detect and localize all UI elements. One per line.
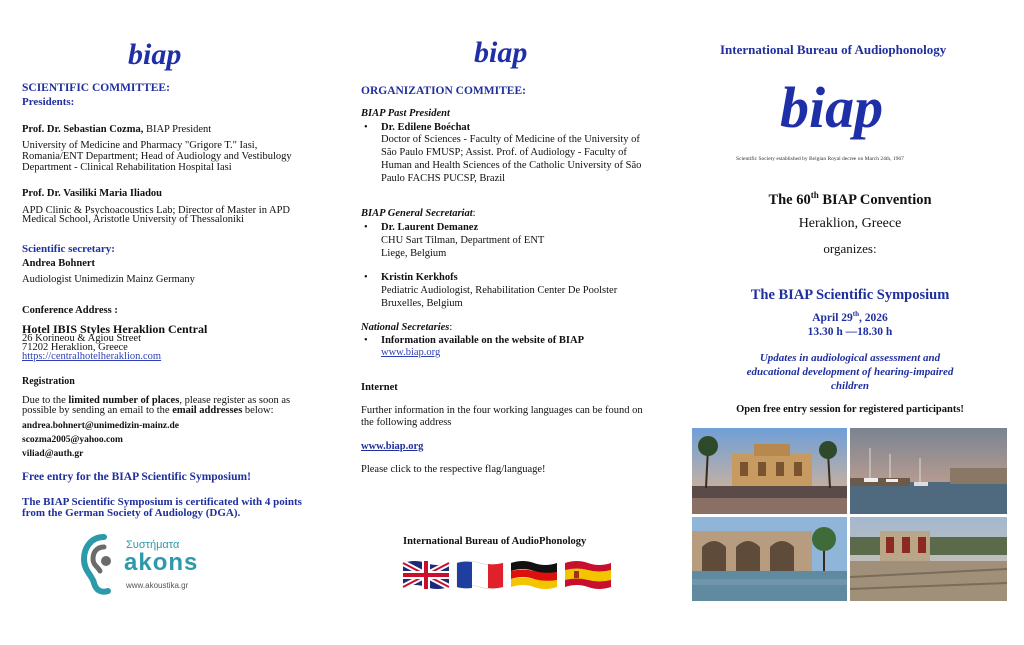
secretary2-affil-1: Pediatric Audiologist, Rehabilitation Center De Poolster xyxy=(381,285,618,296)
certification-line-1: The BIAP Scientific Symposium is certificated with 4 points xyxy=(22,496,302,508)
organization-committee-panel xyxy=(361,0,661,645)
internet-text-2: the following address xyxy=(361,417,452,428)
organization-committee-title: ORGANIZATION COMMITEE: xyxy=(361,85,526,97)
photo-heraklion-square xyxy=(692,428,847,514)
sponsor-top-text: Συστήματα xyxy=(126,539,180,551)
scientific-committee-panel xyxy=(22,0,312,645)
society-note: Scientific Society established by Belgian Royal decree on March 24th, 1967 xyxy=(736,156,904,162)
president1-line: Prof. Dr. Sebastian Cozma, BIAP President xyxy=(22,124,212,135)
photo-venetian-harbour xyxy=(850,428,1007,514)
theme-line-3: children xyxy=(831,380,869,392)
past-president-affil-2: São Paulo FMUSP; Assist. Prof. of Audiology - Faculty of xyxy=(381,147,627,158)
germany-flag-icon[interactable] xyxy=(509,559,559,591)
president1-affiliation-3: Department - Clinical Rehabilitation Hospital Iasi xyxy=(22,162,232,173)
scientific-committee-title: SCIENTIFIC COMMITTEE: xyxy=(22,82,170,94)
secretary1-name: Dr. Laurent Demanez xyxy=(381,222,479,233)
general-secretariat-label: BIAP General Secretariat: xyxy=(361,208,476,219)
convention-title: The 60th BIAP Convention xyxy=(768,190,932,208)
email-link-1[interactable]: andrea.bohnert@unimedizin-mainz.de xyxy=(22,421,179,431)
conference-address-label: Conference Address : xyxy=(22,305,118,316)
past-president-affil-1: Doctor of Sciences - Faculty of Medicine of the University of xyxy=(381,134,640,145)
theme-line-2: educational development of hearing-impaired xyxy=(746,366,954,378)
photo-arsenal-waterfront xyxy=(692,517,847,601)
bullet: • xyxy=(364,222,368,233)
president1-affiliation-1: University of Medicine and Pharmacy "Grigore T." Iasi, xyxy=(22,140,258,151)
secretary2-name: Kristin Kerkhofs xyxy=(381,272,458,283)
biap-website-link[interactable]: www.biap.org xyxy=(381,347,441,358)
email-link-2[interactable]: scozma2005@yahoo.com xyxy=(22,435,123,445)
certification-line-2: from the German Society of Audiology (DGA). xyxy=(22,507,241,519)
theme-line-1: Updates in audiological assessment and xyxy=(759,352,941,364)
internet-label: Internet xyxy=(361,382,398,393)
ear-icon xyxy=(80,531,128,597)
internet-biap-link[interactable]: www.biap.org xyxy=(361,441,424,452)
president1-affiliation-2: Romania/ENT Department; Head of Audiology and Vestibulogy xyxy=(22,151,292,162)
president2-affiliation-1: APD Clinic & Psychoacoustics Lab; Director of Master in APD xyxy=(22,205,291,216)
bullet: • xyxy=(364,335,368,346)
bureau-label: International Bureau of AudioPhonology xyxy=(403,536,587,547)
past-president-name: Dr. Edilene Boéchat xyxy=(381,122,471,133)
sponsor-main-text: akons xyxy=(124,549,199,576)
photo-knossos-ruins xyxy=(850,517,1007,601)
hotel-name: Hotel IBIS Styles Heraklion Central xyxy=(22,322,208,336)
email-link-3[interactable]: viliad@auth.gr xyxy=(22,449,84,459)
internet-text-1: Further information in the four working languages can be found on xyxy=(361,405,643,416)
biap-main-logo: biap xyxy=(780,75,884,140)
flag-hint: Please click to the respective flag/language! xyxy=(361,464,546,475)
president2-name: Prof. Dr. Vasiliki Maria Iliadou xyxy=(22,188,163,199)
secretary1-affil-1: CHU Sart Tilman, Department of ENT xyxy=(381,235,545,246)
hotel-website-link[interactable]: https://centralhotelheraklion.com xyxy=(22,351,162,362)
secretary2-affil-2: Bruxelles, Belgium xyxy=(381,298,463,309)
presidents-label: Presidents: xyxy=(22,96,75,108)
biap-logo: biap xyxy=(128,38,182,71)
bullet: • xyxy=(364,122,368,133)
scientific-secretary-label: Scientific secretary: xyxy=(22,243,115,255)
france-flag-icon[interactable] xyxy=(455,559,505,591)
symposium-date: April 29th, 2026 xyxy=(812,310,888,324)
sponsor-url: www.akoustika.gr xyxy=(126,581,189,590)
symposium-time: 13.30 h —18.30 h xyxy=(807,326,893,338)
past-president-label: BIAP Past President xyxy=(361,108,450,119)
spain-flag-icon[interactable] xyxy=(563,559,613,591)
free-entry-notice: Free entry for the BIAP Scientific Symposium! xyxy=(22,471,251,483)
open-session-text: Open free entry session for registered participants! xyxy=(736,404,964,415)
symposium-title: The BIAP Scientific Symposium xyxy=(750,287,950,303)
hotel-city: 71202 Heraklion, Greece xyxy=(22,342,128,353)
organizes-text: organizes: xyxy=(823,241,877,256)
past-president-affil-3: Human and Health Sciences of the Catholic University of São xyxy=(381,160,642,171)
national-info: Information available on the website of BIAP xyxy=(381,335,584,346)
scientific-secretary-name: Andrea Bohnert xyxy=(22,258,96,269)
hotel-street: 26 Korineou & Agiou Street xyxy=(22,333,141,344)
convention-city: Heraklion, Greece xyxy=(798,216,902,231)
akons-sponsor-logo[interactable] xyxy=(80,531,230,603)
bureau-title: International Bureau of Audiophonology xyxy=(720,42,947,57)
uk-flag-icon[interactable] xyxy=(401,559,451,591)
past-president-affil-4: Paulo FACHS PUCSP, Brazil xyxy=(381,173,506,184)
bullet: • xyxy=(364,272,368,283)
registration-text-2: possible by sending an email to the email addresses below: xyxy=(22,405,274,416)
biap-logo-2: biap xyxy=(474,36,528,69)
secretary1-affil-2: Liege, Belgium xyxy=(381,248,447,259)
registration-label: Registration xyxy=(22,376,75,387)
registration-text-1: Due to the limited number of places, please register as soon as xyxy=(22,395,291,406)
national-secretaries-label: National Secretaries: xyxy=(361,322,453,333)
scientific-secretary-affiliation: Audiologist Unimedizin Mainz Germany xyxy=(22,274,195,285)
president2-affiliation-2: Medical School, Aristotle University of Thessaloniki xyxy=(22,214,245,225)
